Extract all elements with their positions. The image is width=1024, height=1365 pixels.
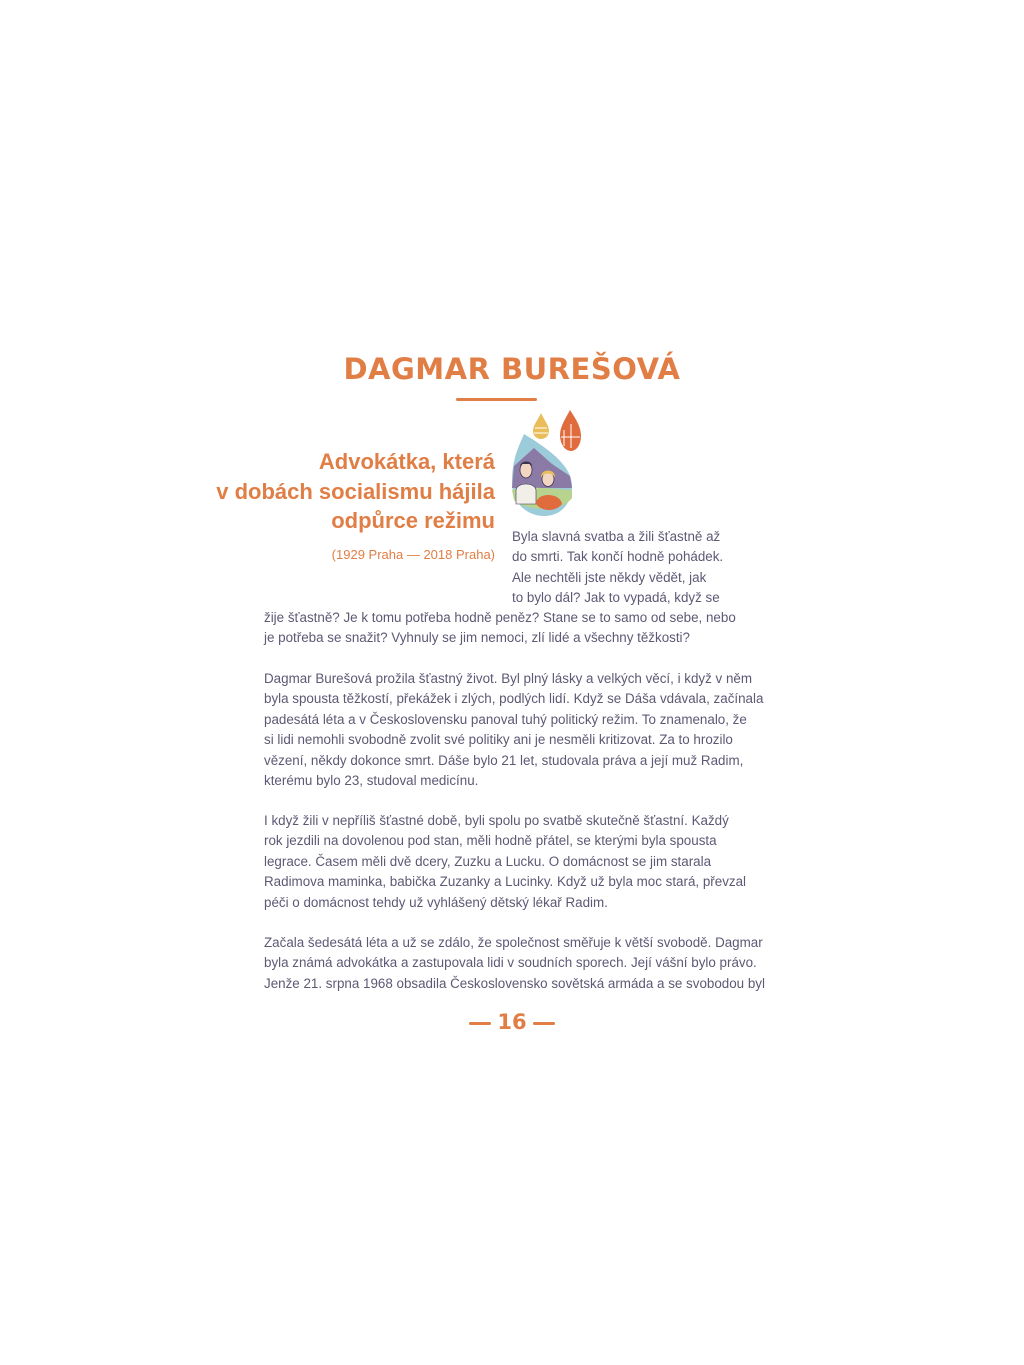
text-line: Radimova maminka, babička Zuzanky a Lucinky. Když už byla moc stará, převzal xyxy=(264,874,747,890)
text-line: byla známá advokátka a zastupovala lidi v soudních sporech. Její vášní bylo právo. xyxy=(264,955,757,971)
yellow-drop xyxy=(533,413,549,439)
text-line: legrace. Časem měli dvě dcery, Zuzku a Lucku. O domácnost se jim starala xyxy=(264,853,712,869)
text-line: je potřeba se snažit? Vyhnuly se jim nemoci, zlí lidé a všechny těžkosti? xyxy=(264,630,690,646)
text-line: Byla slavná svatba a žili šťastně až xyxy=(512,529,721,544)
page-number xyxy=(0,1010,1024,1034)
text-line: Jenže 21. srpna 1968 obsadila Československo sovětská armáda a se svobodou byl xyxy=(264,975,765,991)
subtitle-line: v dobách socialismu hájila xyxy=(216,478,495,504)
text-line: vězení, někdy dokonce smrt. Dáše bylo 21 let, studovala práva a její muž Radim, xyxy=(264,752,744,768)
text-line: to bylo dál? Jak to vypadá, když se xyxy=(512,590,720,606)
text-line: I když žili v nepříliš šťastné době, byli spolu po svatbě skutečně šťastní. Každý xyxy=(264,813,729,828)
paragraph-2 xyxy=(264,811,746,913)
text-line: Dagmar Burešová prožila šťastný život. Byl plný lásky a velkých věcí, i když v něm xyxy=(264,671,753,686)
life-dates: (1929 Praha — 2018 Praha) xyxy=(331,547,495,562)
subtitle-line: odpůrce režimu xyxy=(331,508,495,533)
text-line: si lidi nemohli svobodně zvolit své politiky ani je nesměli kritizovat. Za to hrozilo xyxy=(264,732,733,748)
text-line: do smrti. Tak končí hodně pohádek. xyxy=(512,549,724,565)
subtitle-line: Advokátka, která xyxy=(318,449,495,474)
text-line: rok jezdili na dovolenou pod stan, měli hodně přátel, se kterými byla spousta xyxy=(264,833,717,849)
intro-wrapped-text xyxy=(512,527,723,609)
title-underline xyxy=(456,398,537,401)
page-number-text: 16 xyxy=(497,1010,527,1034)
text-line: Ale nechtěli jste někdy vědět, jak xyxy=(512,569,707,585)
subtitle xyxy=(195,447,495,536)
couple-illustration xyxy=(508,408,584,522)
page-title: DAGMAR BUREŠOVÁ xyxy=(343,352,681,386)
paragraph-3 xyxy=(264,933,765,994)
text-line: padesátá léta a v Československu panoval tuhý politický režim. To znamenalo, že xyxy=(264,711,747,727)
text-line: byla spousta těžkostí, překážek i zlých, podlých lidí. Když se Dáša vdávala, začínala xyxy=(264,691,764,707)
text-line: Začala šedesátá léta a už se zdálo, že společnost směřuje k větší svobodě. Dagmar xyxy=(264,935,763,950)
intro-full-text xyxy=(264,608,736,649)
folio-bar-right xyxy=(533,1022,555,1025)
paragraph-1 xyxy=(264,669,763,791)
text-line: kterému bylo 23, studoval medicínu. xyxy=(264,773,479,789)
folio-bar-left xyxy=(469,1022,491,1025)
text-line: péči o domácnost tehdy už vyhlášený dětský lékař Radim. xyxy=(264,894,608,910)
text-line: žije šťastně? Je k tomu potřeba hodně peněz? Stane se to samo od sebe, nebo xyxy=(264,610,736,625)
